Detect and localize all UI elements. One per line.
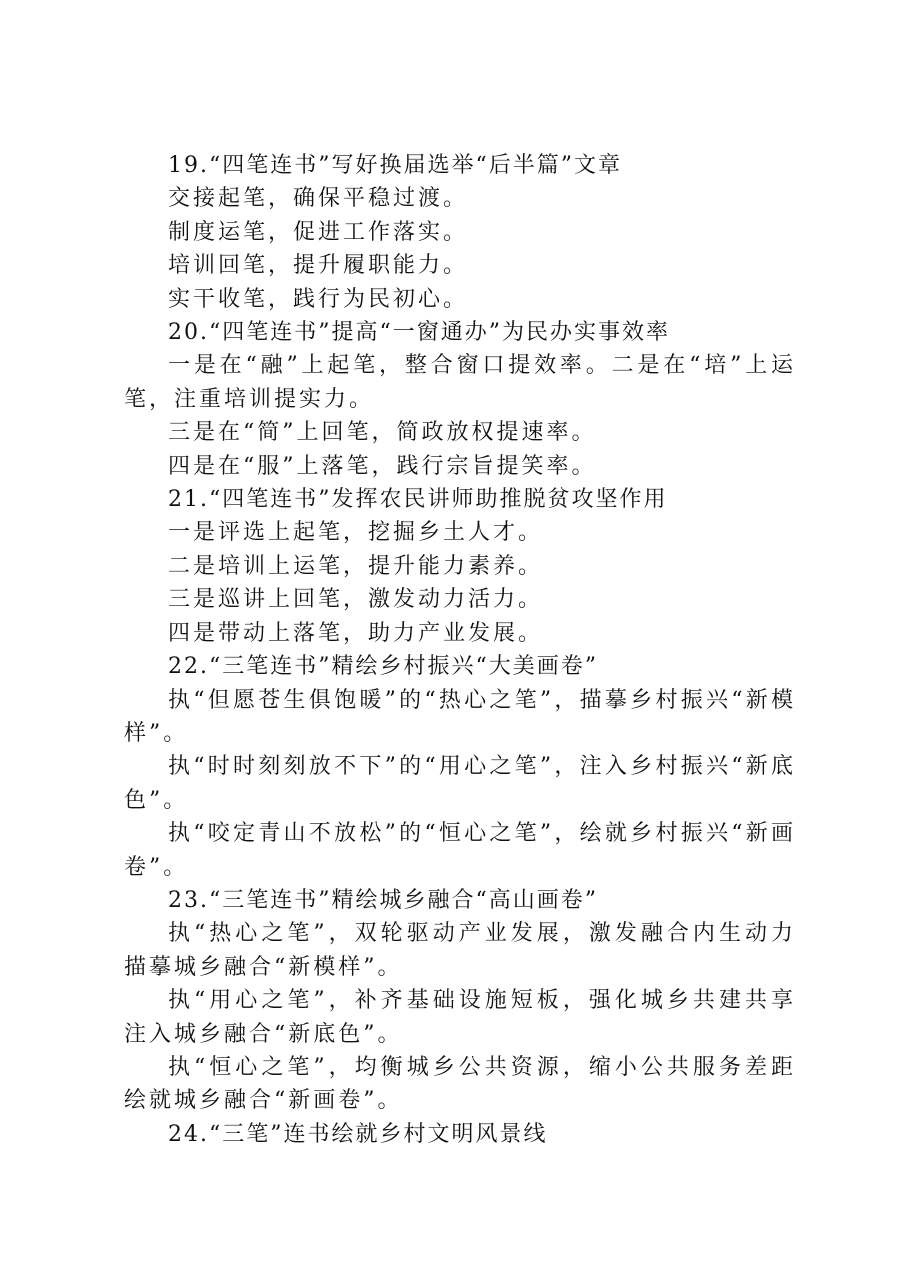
body-paragraph: 一是在“融”上起笔，整合窗口提效率。二是在“培”上运笔，注重培训提实力。 <box>124 353 796 412</box>
section-heading-20: 20.“四笔连书”提高“一窗通办”为民办实事效率 <box>168 320 670 346</box>
section-heading-19: 19.“四笔连书”写好换届选举“后半篇”文章 <box>168 153 622 178</box>
body-paragraph: 执“时时刻刻放不下”的“用心之笔”，注入乡村振兴“新底色”。 <box>124 754 796 813</box>
body-paragraph: 四是带动上落笔，助力产业发展。 <box>168 620 544 646</box>
section-heading-24: 24.“三笔”连书绘就乡村文明风景线 <box>168 1121 548 1147</box>
document-body <box>124 149 796 1151</box>
section-heading-22: 22.“三笔连书”精绘乡村振兴“大美画卷” <box>168 654 598 680</box>
body-paragraph: 三是在“简”上回笔，简政放权提速率。 <box>168 420 597 446</box>
body-paragraph: 一是评选上起笔，挖掘乡土人才。 <box>168 520 544 546</box>
body-paragraph: 三是巡讲上回笔，激发动力活力。 <box>168 587 544 613</box>
section-heading-23: 23.“三笔连书”精绘城乡融合“高山画卷” <box>168 887 598 913</box>
body-paragraph: 实干收笔，践行为民初心。 <box>168 286 469 312</box>
body-paragraph: 制度运笔，促进工作落实。 <box>168 219 469 245</box>
body-paragraph: 执“热心之笔”，双轮驱动产业发展，激发融合内生动力描摹城乡融合“新模样”。 <box>124 921 796 980</box>
body-paragraph: 执“咬定青山不放松”的“恒心之笔”，绘就乡村振兴“新画卷”。 <box>124 821 796 880</box>
section-heading-21: 21.“四笔连书”发挥农民讲师助推脱贫攻坚作用 <box>168 487 668 513</box>
body-paragraph: 执“用心之笔”，补齐基础设施短板，强化城乡共建共享注入城乡融合“新底色”。 <box>124 988 796 1047</box>
body-paragraph: 执“恒心之笔”，均衡城乡公共资源，缩小公共服务差距绘就城乡融合“新画卷”。 <box>124 1054 796 1114</box>
body-paragraph: 交接起笔，确保平稳过渡。 <box>168 186 469 212</box>
body-paragraph: 执“但愿苍生俱饱暖”的“热心之笔”，描摹乡村振兴“新模样”。 <box>124 687 796 746</box>
body-paragraph: 四是在“服”上落笔，践行宗旨提笑率。 <box>168 453 597 479</box>
body-paragraph: 二是培训上运笔，提升能力素养。 <box>168 553 544 579</box>
body-paragraph: 培训回笔，提升履职能力。 <box>168 253 469 279</box>
